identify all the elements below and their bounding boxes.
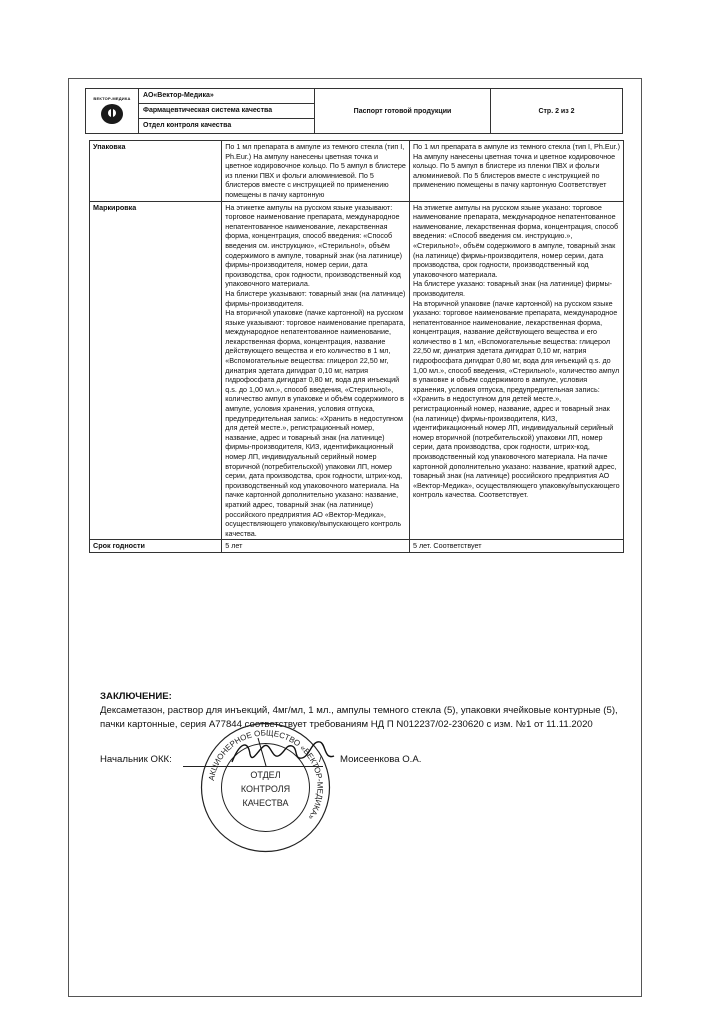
spec-table — [89, 140, 624, 553]
result-cell — [409, 141, 623, 202]
cell-paragraph: На блистере указано: товарный знак (на латинице) фирмы-производителя. — [412, 279, 613, 298]
table-row — [90, 201, 624, 540]
signer-role: Начальник ОКК: — [100, 754, 172, 765]
cell-paragraph: 5 лет. Соответствует — [412, 541, 482, 551]
signature-slash: / — [319, 754, 322, 765]
result-cell — [409, 540, 623, 553]
cell-paragraph: На вторичной упаковке (пачке картонной) на русском языке указано: торговое наименование препарата, международное непатентованное наименование, лекарственная форма, концентрация, название действующего вещества и его количество в 1 мл, «Вспомогательные вещества: глицерол 22,50 мг, динатрия эдетата дигидрат 0,10 мг, натрия гидрофосфата дигидрат 0,80 мг, вода для инъекций q.s. до 1,00 мл.», способ введения, «Стерильно!», количество ампул в упаковке и объём содержимого в ампуле, условия хранения, условия отпуска, предупредительная запись: «Хранить в недоступном для детей месте.», регистрационный номер, название, адрес и товарный знак (на латинице) фирмы-производителя, КИЗ, идентификационный номер ЛП, индивидуальный серийный номер вторичной (потребительской) упаковки ЛП, номер серии, дата производства, срок годности, штрих-код, производственный код упаковочного материала. На пачке картонной дополнительно указано: название, краткий адрес, товарный знак (на латинице) российского предприятия АО «Вектор-Медика», осуществляющего упаковку/выпускающего контроль качества. Соответствует. — [412, 298, 620, 500]
handwritten-signature — [228, 732, 338, 772]
conclusion — [100, 690, 620, 732]
cell-paragraph: На блистере указывают: товарный знак (на латинице) фирмы-производителя. — [225, 288, 406, 308]
svg-text:АКЦИОНЕРНОЕ ОБЩЕСТВО «ВЕКТОР-М: АКЦИОНЕРНОЕ ОБЩЕСТВО «ВЕКТОР-МЕДИКА» — [206, 728, 325, 822]
doc-title: Паспорт готовой продукции — [315, 89, 491, 133]
page-number: Стр. 2 из 2 — [538, 107, 575, 115]
table-row — [90, 141, 624, 202]
company-name: АО«Вектор-Медика» — [139, 89, 314, 104]
requirement-cell — [222, 201, 410, 540]
svg-text:КАЧЕСТВА: КАЧЕСТВА — [242, 798, 289, 808]
conclusion-text: Дексаметазон, раствор для инъекций, 4мг/мл, 1 мл., ампулы темного стекла (5), упаковки ячейковые контурные (5), пачки картонные, серия А77844 соответствует требованиям НД П N012237/02-230620 с изм. №1 от 11.11.2020 — [100, 705, 618, 730]
cell-paragraph: На этикетке ампулы на русском языке указывают: торговое наименование препарата, международное непатентованное наименование, лекарственная форма, концентрация, способ введения: «Способ введения см. инструкцию», «Стерильно!», объём содержимого в ампуле, товарный знак (на латинице) фирмы-производителя, номер серии, дата производства, срок годности, производственный код упаковочного материала. — [225, 202, 403, 289]
cell-paragraph: 5 лет — [225, 541, 243, 551]
signer-name: Моисеенкова О.А. — [340, 754, 422, 765]
cell-paragraph: На этикетке ампулы на русском языке указано: торговое наименование препарата, международное непатентованное наименование, лекарственная форма, концентрация, способ введения: «Способ введения см. инструкцию.», «Стерильно!», объём содержимого в ампуле, товарный знак (на латинице) фирмы-производителя, номер серии, дата производства, срок годности, производственный код упаковочного материала. — [412, 202, 619, 279]
company-logo — [86, 89, 139, 133]
org-info — [139, 89, 315, 133]
quality-system: Фармацевтическая система качества — [139, 104, 314, 119]
result-cell — [409, 201, 623, 540]
logo-emblem-icon — [99, 102, 125, 126]
row-label: Упаковка — [90, 141, 222, 202]
cell-paragraph: По 1 мл препарата в ампуле из темного стекла (тип I, Ph.Eur.) На ампулу нанесены цветная точка и цветное кодировочное кольцо. По 5 ампул в блистере из пленки ПВХ и фольги алюминиевой. По 5 блистеров вместе с инструкцией по применению помещены в пачку картонную Соответствует — [412, 142, 621, 190]
svg-text:КОНТРОЛЯ: КОНТРОЛЯ — [240, 784, 291, 794]
logo-text: ВЕКТОР-МЕДИКА — [93, 96, 131, 101]
conclusion-title: ЗАКЛЮЧЕНИЕ: — [100, 691, 172, 702]
row-label: Срок годности — [90, 540, 222, 553]
cell-paragraph: По 1 мл препарата в ампуле из темного стекла (тип I, Ph.Eur.) На ампулу нанесены цветная точка и цветное кодировочное кольцо. По 5 ампул в блистере из пленки ПВХ и фольги алюминиевой. По 5 блистеров вместе с инструкцией по применению помещены в пачку картонную — [225, 142, 406, 199]
department-name: Отдел контроля качества — [143, 122, 232, 129]
row-label: Маркировка — [90, 201, 222, 540]
requirement-cell — [222, 540, 410, 553]
document-header — [85, 88, 623, 134]
cell-paragraph: На вторичной упаковке (пачке картонной) на русском языке указывают: торговое наименование препарата, международное непатентованное наименование, лекарственная форма, концентрация, название действующего вещества и его количество в 1 мл, «Вспомогательные вещества: глицерол 22,50 мг, динатрия эдетата дигидрат 0,10 мг, натрия гидрофосфата дигидрат 0,80 мг, вода для инъекций q.s. до 1,00 мл.», способ введения, «Стерильно!», количество ампул в упаковке и объём содержимого в ампуле, условия хранения, условия отпуска, предупредительная запись: «Хранить в недоступном для детей месте.», регистрационный номер, название, адрес и товарный знак (на латинице) фирмы-производителя, КИЗ, идентификационный номер ЛП, индивидуальный серийный номер вторичной (потребительской) упаковки ЛП, номер серии, дата производства, срок годности, штрих-код, производственный код упаковочного материала. На пачке картонной дополнительно указано: название, краткий адрес, товарный знак (на латинице) российского предприятия АО «Вектор-Медика», осуществляющего упаковку/выпускающего контроль качества. — [225, 308, 406, 538]
svg-text:ОТДЕЛ: ОТДЕЛ — [250, 770, 281, 780]
requirement-cell — [222, 141, 410, 202]
table-row — [90, 540, 624, 553]
